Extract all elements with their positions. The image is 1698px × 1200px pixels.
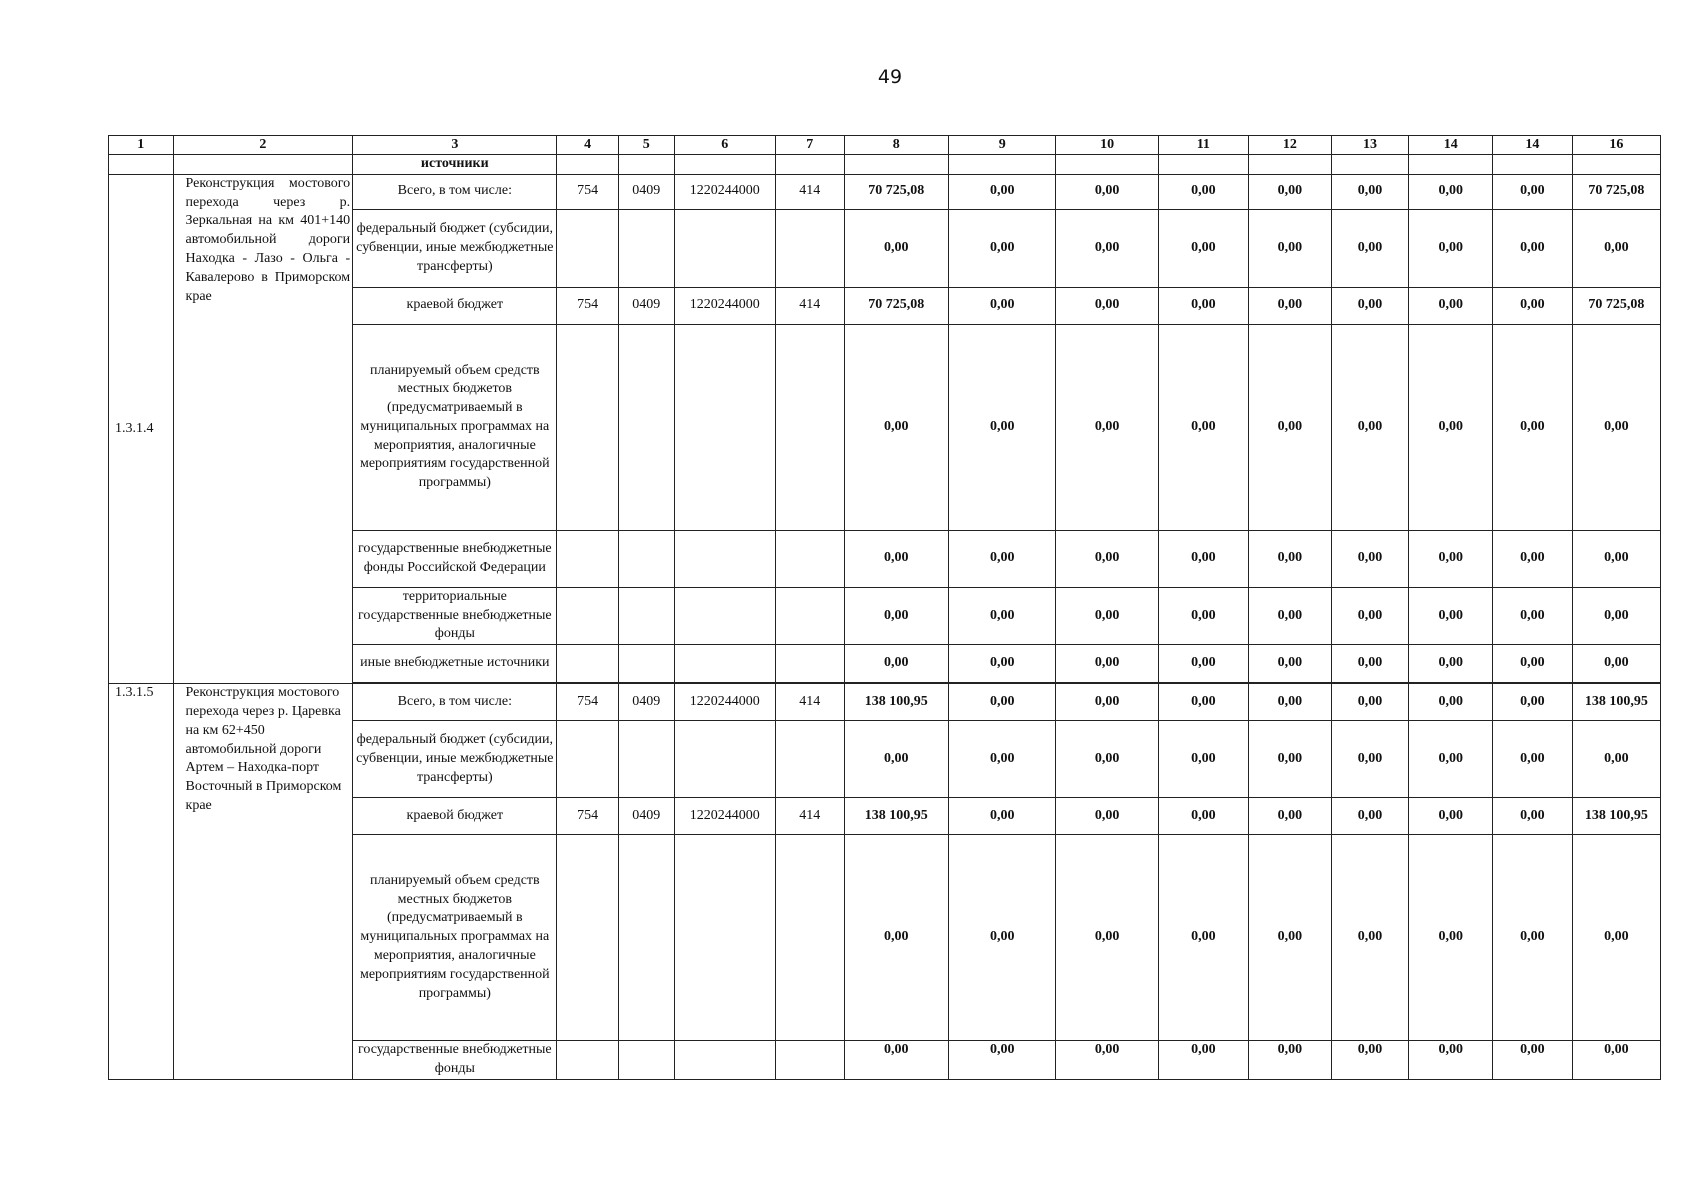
col-num: 16	[1572, 136, 1660, 155]
grbs-cell: 754	[557, 287, 618, 324]
amount-cell: 0,00	[1056, 798, 1158, 835]
amount-cell: 0,00	[1056, 174, 1158, 209]
vr-cell: 414	[775, 798, 844, 835]
grbs-cell: 754	[557, 684, 618, 721]
amount-cell: 0,00	[1056, 324, 1158, 530]
source-cell: территориальные государственные внебюджетные фонды	[353, 587, 557, 644]
amount-cell: 0,00	[1409, 684, 1493, 721]
rzpr-cell: 0409	[618, 798, 674, 835]
budget-table	[108, 135, 1661, 1080]
amount-cell: 138 100,95	[844, 684, 948, 721]
amount-cell: 0,00	[1158, 645, 1248, 683]
amount-cell: 0,00	[1249, 835, 1332, 1041]
amount-cell: 0,00	[1158, 209, 1248, 287]
amount-cell: 0,00	[1409, 1041, 1493, 1080]
col-num: 7	[775, 136, 844, 155]
amount-cell: 0,00	[1056, 721, 1158, 798]
col-num: 9	[948, 136, 1056, 155]
source-cell: государственные внебюджетные фонды Российской Федерации	[353, 530, 557, 587]
amount-cell: 0,00	[1572, 645, 1660, 683]
amount-cell: 0,00	[1331, 721, 1408, 798]
amount-cell: 0,00	[1056, 835, 1158, 1041]
amount-cell: 70 725,08	[1572, 287, 1660, 324]
csr-cell: 1220244000	[674, 798, 775, 835]
amount-cell: 0,00	[1572, 209, 1660, 287]
amount-cell: 0,00	[1056, 1041, 1158, 1080]
amount-cell: 0,00	[1572, 587, 1660, 644]
col-num: 8	[844, 136, 948, 155]
amount-cell: 0,00	[1493, 287, 1573, 324]
amount-cell: 0,00	[844, 209, 948, 287]
col-num: 3	[353, 136, 557, 155]
amount-cell: 0,00	[1249, 174, 1332, 209]
measure-code: 1.3.1.4	[109, 174, 174, 683]
amount-cell: 0,00	[1056, 684, 1158, 721]
source-cell: краевой бюджет	[353, 287, 557, 324]
csr-cell: 1220244000	[674, 174, 775, 209]
rzpr-cell: 0409	[618, 684, 674, 721]
amount-cell: 0,00	[1331, 684, 1408, 721]
csr-cell: 1220244000	[674, 287, 775, 324]
amount-cell: 0,00	[1409, 645, 1493, 683]
amount-cell: 0,00	[1158, 174, 1248, 209]
amount-cell: 70 725,08	[844, 287, 948, 324]
amount-cell: 0,00	[1249, 209, 1332, 287]
measure-name: Реконструкция мостового перехода через р. Царевка на км 62+450 автомобильной дороги Артем – Находка-порт Восточный в Приморском крае	[173, 684, 353, 1080]
amount-cell: 0,00	[844, 530, 948, 587]
amount-cell: 0,00	[1056, 587, 1158, 644]
amount-cell: 0,00	[1409, 587, 1493, 644]
amount-cell: 0,00	[1493, 1041, 1573, 1080]
col-num: 6	[674, 136, 775, 155]
amount-cell: 0,00	[1409, 324, 1493, 530]
amount-cell: 0,00	[1331, 209, 1408, 287]
amount-cell: 0,00	[844, 324, 948, 530]
amount-cell: 0,00	[1331, 1041, 1408, 1080]
source-cell: Всего, в том числе:	[353, 174, 557, 209]
amount-cell: 0,00	[1493, 209, 1573, 287]
amount-cell: 0,00	[1493, 684, 1573, 721]
rzpr-cell: 0409	[618, 287, 674, 324]
measure-code: 1.3.1.5	[109, 684, 174, 1080]
amount-cell: 0,00	[1331, 835, 1408, 1041]
amount-cell: 0,00	[1056, 287, 1158, 324]
amount-cell: 0,00	[1056, 209, 1158, 287]
amount-cell: 0,00	[1056, 645, 1158, 683]
amount-cell: 0,00	[948, 721, 1056, 798]
amount-cell: 138 100,95	[1572, 798, 1660, 835]
source-cell: федеральный бюджет (субсидии, субвенции, иные межбюджетные трансферты)	[353, 721, 557, 798]
col-num: 4	[557, 136, 618, 155]
source-cell: планируемый объем средств местных бюджетов (предусматриваемый в муниципальных программах на мероприятия, аналогичные мероприятиям государственной программы)	[353, 324, 557, 530]
amount-cell: 0,00	[844, 835, 948, 1041]
rzpr-cell: 0409	[618, 174, 674, 209]
measure-row-total	[109, 174, 1661, 209]
measure-row-total	[109, 684, 1661, 721]
page-number: 49	[877, 66, 903, 88]
amount-cell: 0,00	[1249, 287, 1332, 324]
amount-cell: 0,00	[844, 645, 948, 683]
col-num: 10	[1056, 136, 1158, 155]
measure-name: Реконструкция мостового перехода через р. Зеркальная на км 401+140 автомобильной дороги Находка - Лазо - Ольга - Кавалерово в Приморском крае	[173, 174, 353, 683]
amount-cell: 70 725,08	[844, 174, 948, 209]
amount-cell: 0,00	[948, 530, 1056, 587]
source-cell: краевой бюджет	[353, 798, 557, 835]
col-num: 13	[1331, 136, 1408, 155]
amount-cell: 0,00	[1493, 798, 1573, 835]
amount-cell: 0,00	[1158, 721, 1248, 798]
amount-cell: 0,00	[1409, 798, 1493, 835]
amount-cell: 0,00	[1331, 798, 1408, 835]
amount-cell: 0,00	[1331, 287, 1408, 324]
amount-cell: 0,00	[1409, 530, 1493, 587]
amount-cell: 0,00	[1158, 587, 1248, 644]
amount-cell: 0,00	[1572, 530, 1660, 587]
amount-cell: 0,00	[948, 587, 1056, 644]
grbs-cell: 754	[557, 798, 618, 835]
col-num: 2	[173, 136, 353, 155]
source-cell: источники	[353, 155, 557, 175]
amount-cell: 0,00	[1493, 174, 1573, 209]
col-num: 1	[109, 136, 174, 155]
amount-cell: 0,00	[844, 721, 948, 798]
amount-cell: 0,00	[1249, 587, 1332, 644]
amount-cell: 0,00	[948, 798, 1056, 835]
column-number-row	[109, 136, 1661, 155]
amount-cell: 0,00	[1249, 798, 1332, 835]
source-cell: государственные внебюджетные фонды	[353, 1041, 557, 1080]
amount-cell: 0,00	[948, 209, 1056, 287]
amount-cell: 0,00	[1409, 721, 1493, 798]
amount-cell: 0,00	[1572, 324, 1660, 530]
source-cell: иные внебюджетные источники	[353, 645, 557, 683]
amount-cell: 0,00	[1249, 1041, 1332, 1080]
amount-cell: 138 100,95	[844, 798, 948, 835]
amount-cell: 0,00	[1331, 324, 1408, 530]
continuation-row	[109, 155, 1661, 175]
amount-cell: 0,00	[948, 645, 1056, 683]
amount-cell: 0,00	[1493, 645, 1573, 683]
amount-cell: 0,00	[1409, 287, 1493, 324]
vr-cell: 414	[775, 684, 844, 721]
amount-cell: 0,00	[1249, 721, 1332, 798]
col-num: 11	[1158, 136, 1248, 155]
amount-cell: 0,00	[1493, 835, 1573, 1041]
vr-cell: 414	[775, 287, 844, 324]
amount-cell: 0,00	[844, 1041, 948, 1080]
amount-cell: 0,00	[948, 835, 1056, 1041]
vr-cell: 414	[775, 174, 844, 209]
amount-cell: 0,00	[1158, 798, 1248, 835]
col-num: 5	[618, 136, 674, 155]
amount-cell: 0,00	[1158, 324, 1248, 530]
amount-cell: 0,00	[948, 174, 1056, 209]
amount-cell: 0,00	[1331, 587, 1408, 644]
amount-cell: 0,00	[948, 1041, 1056, 1080]
source-cell: планируемый объем средств местных бюджетов (предусматриваемый в муниципальных программах на мероприятия, аналогичные мероприятиям государственной программы)	[353, 835, 557, 1041]
col-num: 12	[1249, 136, 1332, 155]
amount-cell: 0,00	[1493, 721, 1573, 798]
amount-cell: 0,00	[1409, 174, 1493, 209]
amount-cell: 70 725,08	[1572, 174, 1660, 209]
amount-cell: 0,00	[1158, 1041, 1248, 1080]
grbs-cell: 754	[557, 174, 618, 209]
amount-cell: 0,00	[1158, 684, 1248, 721]
csr-cell: 1220244000	[674, 684, 775, 721]
amount-cell: 0,00	[1493, 530, 1573, 587]
amount-cell: 0,00	[1331, 530, 1408, 587]
amount-cell: 0,00	[1331, 174, 1408, 209]
amount-cell: 0,00	[1249, 324, 1332, 530]
amount-cell: 0,00	[1331, 645, 1408, 683]
amount-cell: 0,00	[1493, 587, 1573, 644]
amount-cell: 0,00	[1409, 209, 1493, 287]
amount-cell: 0,00	[948, 287, 1056, 324]
amount-cell: 0,00	[1572, 721, 1660, 798]
amount-cell: 0,00	[1158, 530, 1248, 587]
amount-cell: 0,00	[948, 324, 1056, 530]
col-num: 14	[1493, 136, 1573, 155]
source-cell: Всего, в том числе:	[353, 684, 557, 721]
amount-cell: 0,00	[1249, 530, 1332, 587]
amount-cell: 0,00	[1249, 684, 1332, 721]
amount-cell: 0,00	[1158, 287, 1248, 324]
amount-cell: 0,00	[948, 684, 1056, 721]
amount-cell: 0,00	[1572, 835, 1660, 1041]
amount-cell: 0,00	[1249, 645, 1332, 683]
amount-cell: 0,00	[1409, 835, 1493, 1041]
amount-cell: 138 100,95	[1572, 684, 1660, 721]
amount-cell: 0,00	[1158, 835, 1248, 1041]
amount-cell: 0,00	[1572, 1041, 1660, 1080]
col-num: 14	[1409, 136, 1493, 155]
source-cell: федеральный бюджет (субсидии, субвенции, иные межбюджетные трансферты)	[353, 209, 557, 287]
amount-cell: 0,00	[1056, 530, 1158, 587]
amount-cell: 0,00	[1493, 324, 1573, 530]
amount-cell: 0,00	[844, 587, 948, 644]
